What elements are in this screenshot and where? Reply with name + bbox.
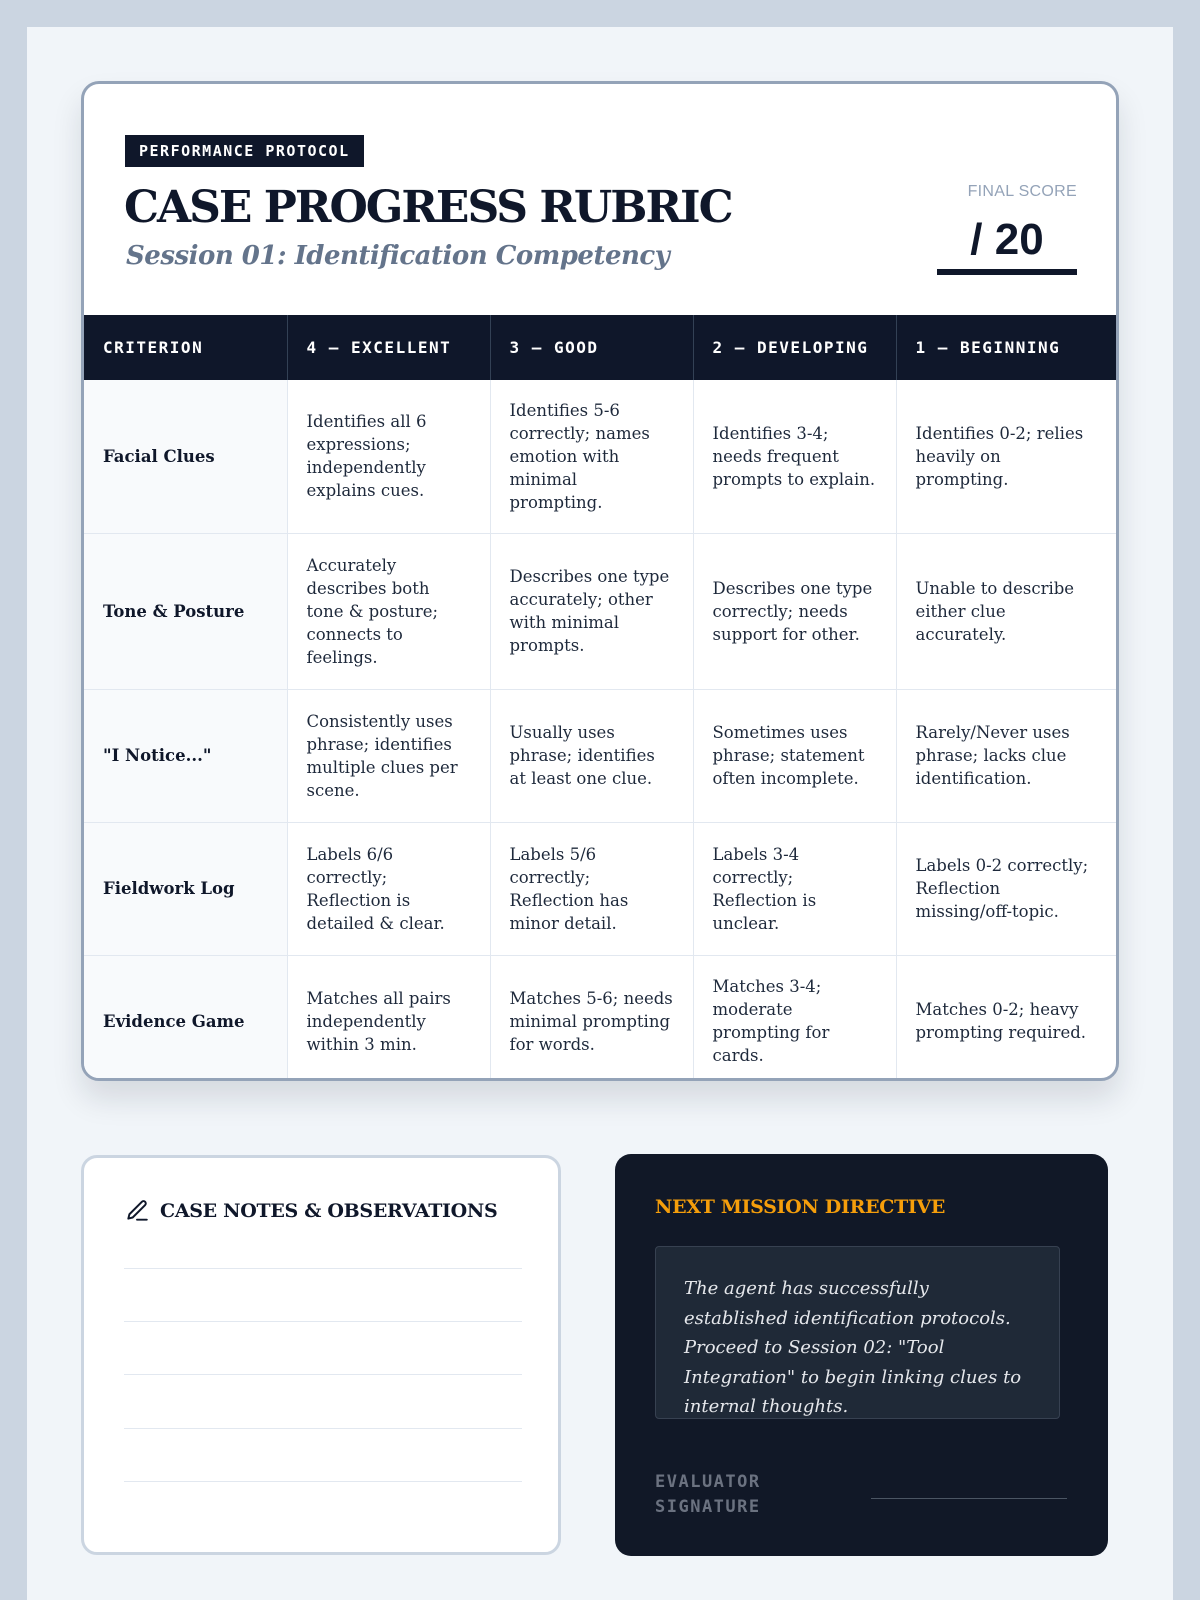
beginning-cell: Rarely/Never uses phrase; lacks clue identification.	[896, 689, 1116, 822]
case-notes-header	[124, 1198, 497, 1224]
good-cell: Labels 5/6 correctly; Reflection has minor detail.	[490, 822, 693, 955]
developing-cell: Matches 3-4; moderate prompting for cards.	[693, 955, 896, 1081]
developing-cell: Labels 3-4 correctly; Reflection is unclear.	[693, 822, 896, 955]
excellent-cell: Consistently uses phrase; identifies multiple clues per scene.	[287, 689, 490, 822]
table-row	[84, 955, 1116, 1081]
note-line[interactable]	[124, 1428, 522, 1429]
case-notes-title: CASE NOTES & OBSERVATIONS	[160, 1200, 498, 1222]
beginning-cell: Labels 0-2 correctly; Reflection missing/off-topic.	[896, 822, 1116, 955]
column-header-beginning: 1 – BEGINNING	[896, 315, 1116, 380]
column-header-good: 3 – GOOD	[490, 315, 693, 380]
good-cell: Describes one type accurately; other with minimal prompts.	[490, 533, 693, 689]
directive-box	[655, 1246, 1060, 1419]
criterion-cell: Tone & Posture	[84, 533, 287, 689]
excellent-cell: Identifies all 6 expressions; independently explains cues.	[287, 380, 490, 533]
column-header-developing: 2 – DEVELOPING	[693, 315, 896, 380]
note-line[interactable]	[124, 1268, 522, 1269]
directive-title: NEXT MISSION DIRECTIVE	[655, 1196, 946, 1218]
beginning-cell: Unable to describe either clue accurately.	[896, 533, 1116, 689]
rubric-card	[81, 81, 1119, 1081]
table-row	[84, 380, 1116, 533]
rubric-table	[84, 315, 1116, 1081]
rubric-header-row	[84, 315, 1116, 380]
final-score-field[interactable]	[937, 211, 1077, 275]
developing-cell: Identifies 3-4; needs frequent prompts to explain.	[693, 380, 896, 533]
table-row	[84, 689, 1116, 822]
signature-label: EVALUATOR SIGNATURE	[655, 1472, 761, 1517]
signature-line[interactable]	[871, 1498, 1067, 1499]
case-notes-card[interactable]	[81, 1155, 561, 1555]
criterion-cell: Facial Clues	[84, 380, 287, 533]
pencil-icon	[124, 1198, 150, 1224]
column-header-criterion: CRITERION	[84, 315, 287, 380]
criterion-cell: Evidence Game	[84, 955, 287, 1081]
table-row	[84, 533, 1116, 689]
directive-text: The agent has successfully established identification protocols. Proceed to Session 02: "Tool Integration" to begin linking clues to internal thoughts.	[684, 1278, 1022, 1417]
table-row	[84, 822, 1116, 955]
beginning-cell: Identifies 0-2; relies heavily on prompting.	[896, 380, 1116, 533]
excellent-cell: Labels 6/6 correctly; Reflection is detailed & clear.	[287, 822, 490, 955]
final-score-label: FINAL SCORE	[967, 183, 1077, 200]
final-score-value: / 20	[970, 215, 1044, 264]
page-subtitle: Session 01: Identification Competency	[126, 241, 670, 271]
rubric-header	[84, 84, 1116, 322]
good-cell: Matches 5-6; needs minimal prompting for words.	[490, 955, 693, 1081]
excellent-cell: Matches all pairs independently within 3 min.	[287, 955, 490, 1081]
developing-cell: Describes one type correctly; needs support for other.	[693, 533, 896, 689]
page-title: CASE PROGRESS RUBRIC	[124, 182, 732, 233]
note-line[interactable]	[124, 1321, 522, 1322]
criterion-cell: "I Notice..."	[84, 689, 287, 822]
developing-cell: Sometimes uses phrase; statement often incomplete.	[693, 689, 896, 822]
note-line[interactable]	[124, 1481, 522, 1482]
protocol-badge: PERFORMANCE PROTOCOL	[125, 135, 364, 167]
criterion-cell: Fieldwork Log	[84, 822, 287, 955]
good-cell: Identifies 5-6 correctly; names emotion with minimal prompting.	[490, 380, 693, 533]
column-header-excellent: 4 – EXCELLENT	[287, 315, 490, 380]
beginning-cell: Matches 0-2; heavy prompting required.	[915, 1000, 1087, 1043]
excellent-cell: Accurately describes both tone & posture; connects to feelings.	[287, 533, 490, 689]
good-cell: Usually uses phrase; identifies at least one clue.	[490, 689, 693, 822]
mission-directive-card	[615, 1154, 1108, 1556]
page	[27, 27, 1173, 1600]
note-line[interactable]	[124, 1374, 522, 1375]
